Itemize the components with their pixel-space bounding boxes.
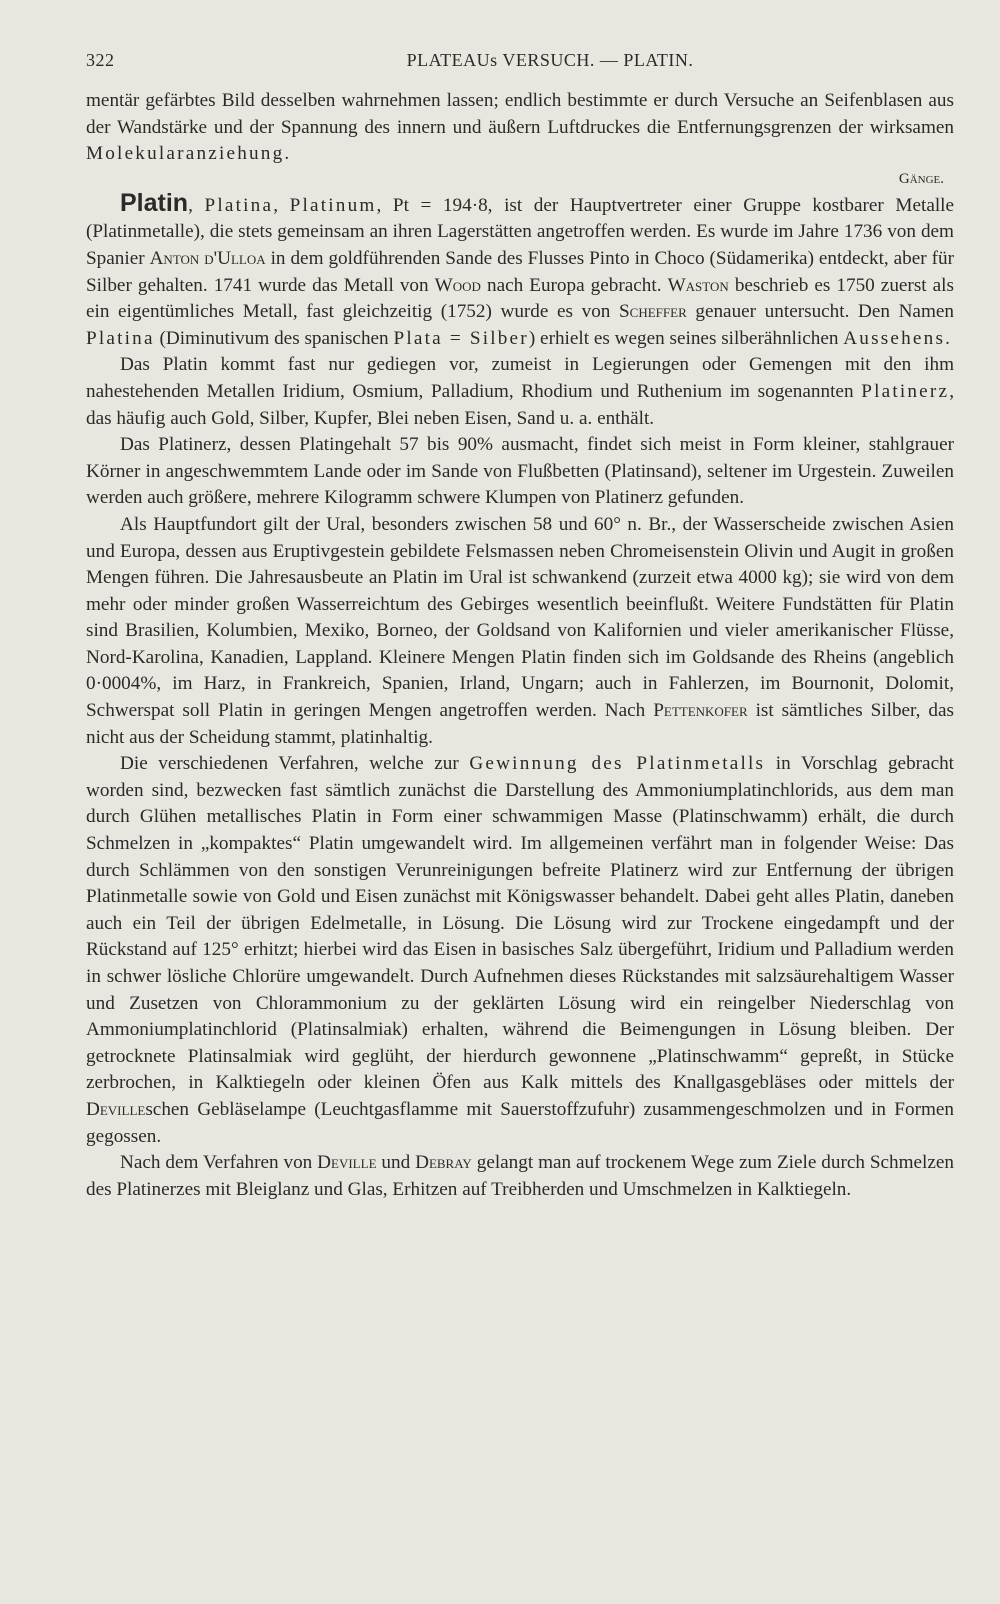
- p6-c: schen Gebläselampe (Leuchtgasflamme mit Sauerstoffzufuhr) zusammengeschmolzen und in Formen gegossen.: [86, 1098, 954, 1147]
- p2-e5: Aussehens.: [843, 327, 953, 349]
- p2-name-waston: Waston: [667, 274, 729, 296]
- paragraph-6: [86, 751, 954, 1150]
- p6-b: in Vorschlag gebracht worden sind, bezwecken fast sämtlich zunächst die Darstellung des Ammoniumplatinchlorids, aus dem man durch Glühen metallisches Platin in Form einer schwammigen Masse (Platinschwamm) erhält, die durch Schmelzen in „kompaktes“ Platin umgewandelt wird. Im allgemeinen verfährt man in folgender Weise: Das durch Schlämmen von den sonstigen Verunreinigungen befreite Platinerz wird zur Entfernung der übrigen Platinmetalle sowie von Gold und Eisen zunächst mit Königswasser behandelt. Dabei geht alles Platin, daneben auch ein Teil der übrigen Edelmetalle, in Lösung. Die Lösung wird zur Trockene eingedampft und der Rückstand auf 125° erhitzt; hierbei wird das Eisen in basisches Salz übergeführt, Iridium und Palladium werden in schwer lösliche Chlorüre umgewandelt. Durch Aufnehmen dieses Rückstandes mit salzsäurehaltigem Wasser und Zusetzen von Chlorammonium zu der geklärten Lösung wird ein reingelber Niederschlag von Ammoniumplatinchlorid (Platinsalmiak) erhalten, während die Beimengungen in Lösung bleiben. Der getrocknete Platinsalmiak wird geglüht, der hierdurch gewonnene „Platinschwamm“ gepreßt, in Stücke zerbrochen, in Kalktiegeln oder kleinen Öfen aus Kalk mittels des Knallgasgebläses oder mittels der: [86, 753, 955, 1094]
- p2-s1: ,: [188, 194, 205, 216]
- p7-c: gelangt man auf trockenem Wege zum Ziele durch Schmelzen des Platinerzes mit Bleiglanz und Glas, Erhitzen auf Treibherden und Umschmelzen in Kalktiegeln.: [86, 1152, 955, 1200]
- p2-s5: nach Europa gebracht.: [480, 274, 668, 296]
- p7-a: Nach dem Verfahren von: [120, 1152, 318, 1174]
- p2-s8: (Diminutivum des spanischen: [154, 327, 394, 349]
- p2-name-wood: Wood: [434, 274, 481, 296]
- paragraph-7: [86, 1150, 954, 1203]
- p2-e3: Platina: [86, 327, 155, 349]
- p7-name-deville: Deville: [317, 1152, 377, 1174]
- body-text: [86, 88, 954, 1203]
- paragraph-1: [86, 88, 954, 168]
- running-title: PLATEAUs VERSUCH. — PLATIN.: [406, 50, 694, 70]
- p5-name-pettenkofer: Pettenkofer: [653, 700, 748, 722]
- p2-s2: ,: [273, 194, 290, 216]
- author-signature: Gänge.: [898, 170, 944, 187]
- p2-s3: , Pt = 194·8, ist der Hauptvertreter einer Gruppe kostbarer Metalle (Platinmetalle), die stets gemeinsam an ihren Lagerstätten angetroffen werden. Es wurde im Jahre 1736 von dem Spanier: [86, 194, 955, 269]
- paragraph-2: [86, 190, 954, 353]
- p7-b: und: [376, 1152, 416, 1174]
- p1-text: mentär gefärbtes Bild desselben wahrnehmen lassen; endlich bestimmte er durch Versuche an Seifenblasen aus der Wandstärke und der Spannung des innern und äußern Luftdruckes die Entfernungsgrenzen der wirksamen: [86, 90, 954, 138]
- paragraph-5: [86, 512, 954, 751]
- p2-s6: beschrieb es 1750 zuerst als ein eigentümliches Metall, fast gleichzeitig (1752) wurde es von: [86, 274, 954, 323]
- page-number: 322: [86, 50, 115, 70]
- p3-a: Das Platin kommt fast nur gediegen vor, zumeist in Legierungen oder Gemengen mit den ihm nahestehenden Metallen Iridium, Osmium, Palladium, Rhodium und Ruthenium im sogenannten: [86, 354, 954, 402]
- p3-e: Platinerz: [861, 380, 950, 402]
- paragraph-4: Das Platinerz, dessen Platingehalt 57 bis 90% ausmacht, findet sich meist in Form kleiner, stahlgrauer Körner in angeschwemmtem Lande oder im Sande von Flußbetten (Platinsand), seltener im Urgestein. Zuweilen werden auch größere, mehrere Kilogramm schwere Klumpen von Platinerz gefunden.: [86, 434, 954, 509]
- p2-s4: in dem goldführenden Sande des Flusses Pinto in Choco (Südamerika) entdeckt, aber für Silber gehalten. 1741 wurde das Metall von: [86, 247, 954, 296]
- p2-s9: ) erhielt es wegen seines silberähnlichen: [528, 327, 844, 349]
- p2-s7: genauer untersucht. Den Namen: [686, 301, 954, 323]
- p7-name-debray: Debray: [415, 1152, 472, 1174]
- paragraph-3: [86, 352, 954, 432]
- p1-spaced-term: Molekularanziehung.: [86, 143, 292, 165]
- p6-a: Die verschiedenen Verfahren, welche zur: [120, 753, 470, 775]
- p6-e: Gewinnung des Platinmetalls: [469, 753, 766, 775]
- p2-e4: Plata = Silber: [393, 327, 529, 349]
- p2-name-scheffer: Scheffer: [619, 301, 687, 323]
- p2-e2: Platinum: [289, 194, 377, 216]
- p5-a: Als Hauptfundort gilt der Ural, besonders zwischen 58 und 60° n. Br., der Wasserscheide zwischen Asien und Europa, dessen aus Eruptivgestein gebildete Felsmassen neben Chromeisenstein Olivin und Augit in großen Mengen führen. Die Jahresausbeute an Platin im Ural ist schwankend (zurzeit etwa 4000 kg); sie wird von dem mehr oder minder großen Wasserreichtum des Gebirges wesentlich beeinflußt. Weitere Fundstätten für Platin sind Brasilien, Kolumbien, Mexiko, Borneo, der Goldsand von Kalifornien und vieler amerikanischer Flüsse, Nord-Karolina, Kanadien, Lappland. Kleinere Mengen Platin finden sich im Goldsande des Rheins (angeblich 0·0004%, im Harz, in Frankreich, Spanien, Irland, Ungarn; auch in Fahlerzen, im Bournonit, Dolomit, Schwerspat soll Platin in geringen Mengen angetroffen werden. Nach: [86, 513, 954, 722]
- entry-keyword: Platin: [120, 188, 189, 217]
- p2-name-ulloa: Anton d'Ulloa: [149, 247, 266, 269]
- p3-b: , das häufig auch Gold, Silber, Kupfer, Blei neben Eisen, Sand u. a. enthält.: [86, 380, 954, 429]
- page-header: [86, 50, 954, 82]
- p2-e1: Platina: [204, 194, 274, 216]
- p6-name-deville: Deville: [86, 1098, 146, 1120]
- p5-b: ist sämtliches Silber, das nicht aus der Scheidung stammt, platinhaltig.: [86, 700, 954, 748]
